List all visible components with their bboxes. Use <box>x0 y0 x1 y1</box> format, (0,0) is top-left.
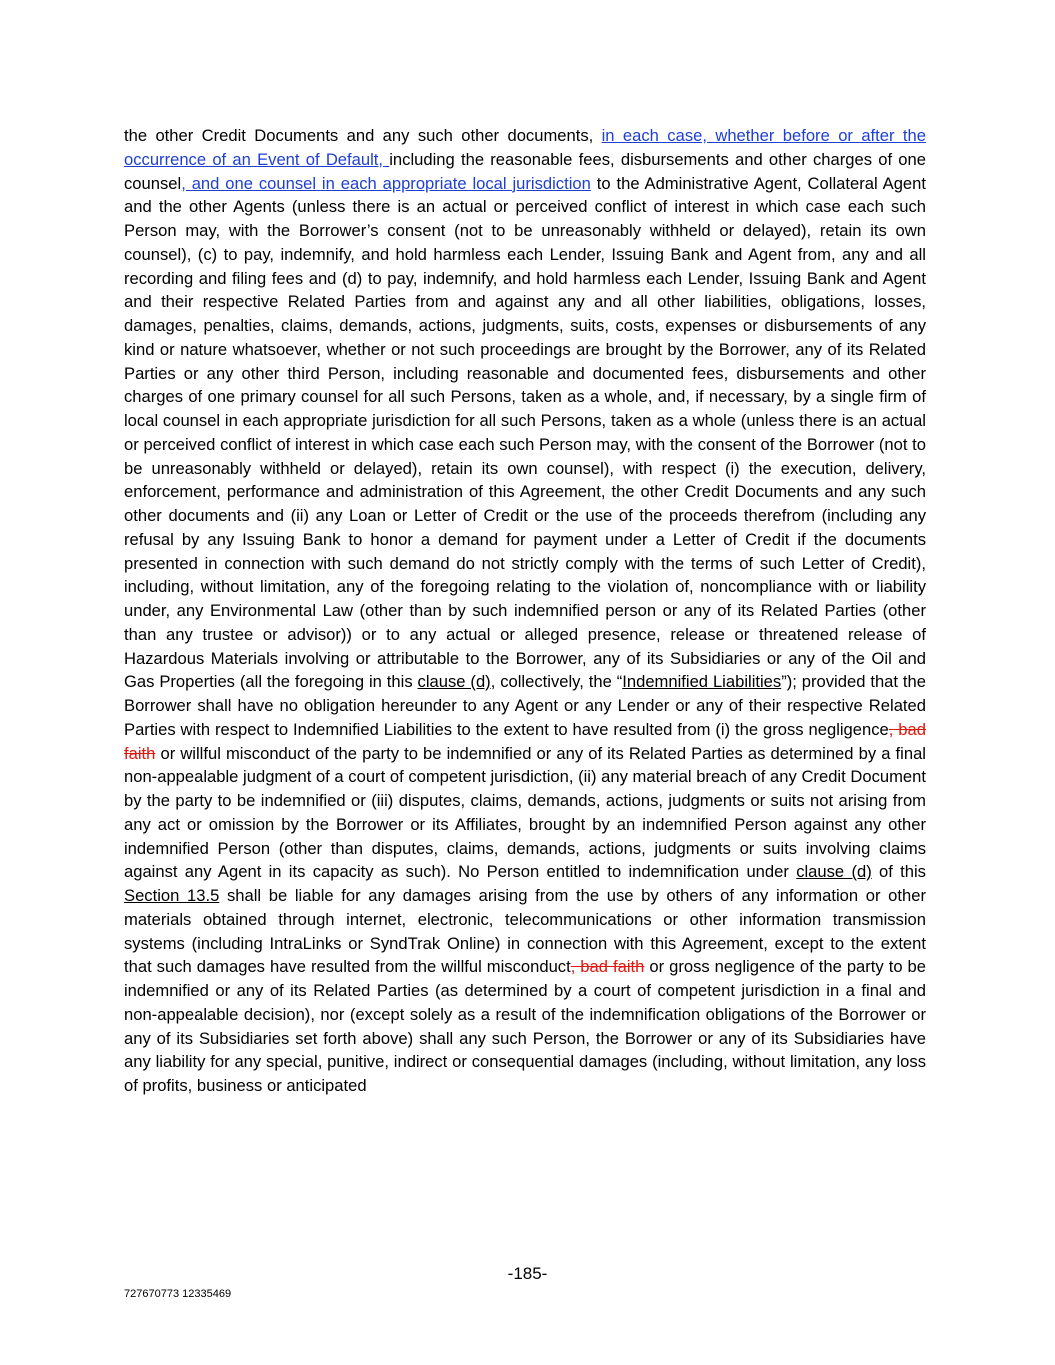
clause-reference: clause (d) <box>417 672 491 692</box>
text-run: the other Credit Documents and any such other documents, <box>124 126 602 145</box>
defined-term: Indemnified Liabilities <box>622 672 782 692</box>
text-run: or willful misconduct of the party to be indemnified or any of its Related Parties as determined by a final non-appealable judgment of a court of competent jurisdiction, (ii) any material breach of any Credit Document by the party to be indemnified or (iii) disputes, claims, demands, actions, judgments or suits not arising from any act or omission by the Borrower or its Affiliates, brought by an indemnified Person against any other indemnified Person (other than disputes, claims, demands, actions, judgments or suits involving claims against any Agent in its capacity as such). No Person entitled to indemnification under <box>124 743 926 882</box>
clause-reference: clause (d) <box>796 862 872 882</box>
text-run: including the reasonable fees, disbursements and other charges of one counsel <box>124 149 926 193</box>
deleted-text: , bad faith <box>124 719 926 763</box>
text-run: shall be liable for any damages arising from the use by others of any information or other materials obtained through internet, electronic, telecommunications or other information transmission systems (including IntraLinks or SyndTrak Online) in connection with this Agreement, except to the extent that such damages have resulted from the willful misconduct <box>124 886 926 977</box>
section-reference: Section 13.5 <box>124 886 220 905</box>
text-run: of this <box>871 862 926 882</box>
text-run: or gross negligence of the party to be indemnified or any of its Related Parties (as determined by a court of competent jurisdiction in a final and non-appealable decision), nor (except solely as a result of the indemnification obligations of the Borrower or any of its Subsidiaries set forth above) shall any such Person, the Borrower or any of its Subsidiaries have any liability for any special, punitive, indirect or consequential damages (including, without limitation, any loss of profits, business or anticipated <box>124 957 926 1095</box>
deleted-text: , bad faith <box>570 957 645 977</box>
inserted-text: in each case, whether before or after the occurrence of an Event of Default, <box>124 126 926 169</box>
body-paragraph <box>124 124 926 1098</box>
text-run: , collectively, the “ <box>490 672 623 692</box>
inserted-text: , and one counsel in each appropriate local jurisdiction <box>181 173 591 193</box>
document-id: 727670773 12335469 <box>124 1288 232 1300</box>
page-number: -185- <box>507 1264 548 1283</box>
text-run: ”); provided that the Borrower shall have no obligation hereunder to any Agent or any Lender or any of their respective Related Parties with respect to Indemnified Liabilities to the extent to have resulted from (i) the gross negligence <box>124 672 926 739</box>
text-run: to the Administrative Agent, Collateral Agent and the other Agents (unless there is an actual or perceived conflict of interest in which case each such Person may, with the Borrower’s consent (not to be unreasonably withheld or delayed), retain its own counsel), (c) to pay, indemnify, and hold harmless each Lender, Issuing Bank and Agent from, any and all recording and filing fees and (d) to pay, indemnify, and hold harmless each Lender, Issuing Bank and Agent and their respective Related Parties from and against any and all other liabilities, obligations, losses, damages, penalties, claims, demands, actions, judgments, suits, costs, expenses or disbursements of any kind or nature whatsoever, whether or not such proceedings are brought by the Borrower, any of its Related Parties or any other third Person, including reasonable and documented fees, disbursements and other charges of one primary counsel for all such Persons, taken as a whole, and, if necessary, by a single firm of local counsel in each appropriate jurisdiction for all such Persons, taken as a whole (unless there is an actual or perceived conflict of interest in which case each such Person may, with the consent of the Borrower (not to be unreasonably withheld or delayed), retain its own counsel), with respect (i) the execution, delivery, enforcement, performance and administration of this Agreement, the other Credit Documents and any such other documents and (ii) any Loan or Letter of Credit or the use of the proceeds therefrom (including any refusal by any Issuing Bank to honor a demand for payment under a Letter of Credit if the documents presented in connection with such demand do not strictly comply with the terms of such Letter of Credit), including, without limitation, any of the foregoing relating to the violation of, noncompliance with or liability under, any Environmental Law (other than by such indemnified person or any of its Related Parties (other than any trustee or advisor)) or to any actual or alleged presence, release or threatened release of Hazardous Materials involving or attributable to the Borrower, any of its Subsidiaries or any of the Oil and Gas Properties (all the foregoing in this <box>124 173 926 692</box>
